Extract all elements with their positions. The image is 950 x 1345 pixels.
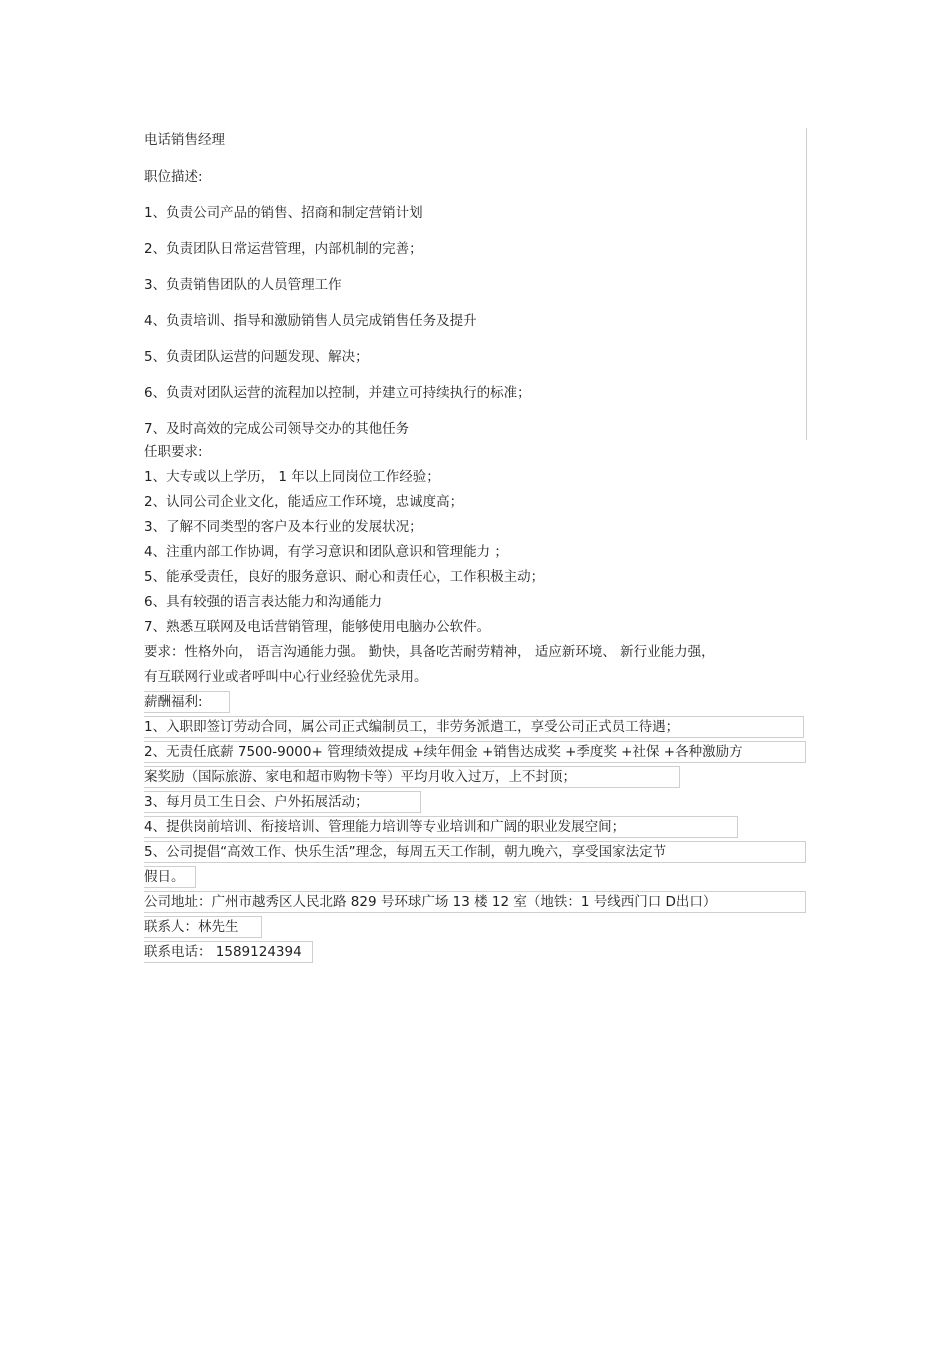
benefit-item: 3、每月员工生日会、户外拓展活动； bbox=[144, 791, 421, 813]
requirement-item: 4、注重内部工作协调，有学习意识和团队意识和管理能力 ； bbox=[144, 544, 508, 560]
requirement-extra: 有互联网行业或者呼叫中心行业经验优先录用。 bbox=[144, 669, 428, 685]
requirement-item: 2、认同公司企业文化，能适应工作环境，忠诚度高； bbox=[144, 494, 464, 510]
contact-phone: 联系电话： 1589124394 bbox=[144, 941, 313, 963]
description-item: 2、负责团队日常运营管理，内部机制的完善； bbox=[144, 241, 423, 257]
benefits-heading: 薪酬福利: bbox=[144, 691, 230, 713]
requirements-heading: 任职要求: bbox=[144, 444, 203, 460]
description-item: 3、负责销售团队的人员管理工作 bbox=[144, 277, 342, 293]
requirement-item: 3、了解不同类型的客户及本行业的发展状况； bbox=[144, 519, 423, 535]
contact-person: 联系人：林先生 bbox=[144, 916, 262, 938]
benefit-item: 案奖励（国际旅游、家电和超市购物卡等）平均月收入过万，上不封顶； bbox=[144, 766, 680, 788]
benefit-item: 假日。 bbox=[144, 866, 196, 888]
requirement-extra: 要求：性格外向， 语言沟通能力强。 勤快，具备吃苦耐劳精神， 适应新环境、 新行业能力强， bbox=[144, 644, 715, 660]
requirement-item: 7、熟悉互联网及电话营销管理，能够使用电脑办公软件。 bbox=[144, 619, 491, 635]
requirement-item: 1、大专或以上学历， 1 年以上同岗位工作经验； bbox=[144, 469, 440, 485]
description-heading: 职位描述: bbox=[144, 169, 203, 185]
job-title: 电话销售经理 bbox=[144, 132, 225, 148]
description-item: 4、负责培训、指导和激励销售人员完成销售任务及提升 bbox=[144, 313, 477, 329]
benefit-item: 2、无责任底薪 7500-9000+ 管理绩效提成 +续年佣金 +销售达成奖 +季度奖 +社保 +各种激励方 bbox=[144, 741, 806, 763]
requirement-item: 5、能承受责任，良好的服务意识、耐心和责任心，工作积极主动； bbox=[144, 569, 545, 585]
company-address: 公司地址：广州市越秀区人民北路 829 号环球广场 13 楼 12 室（地铁：1 号线西门口 D出口） bbox=[144, 891, 806, 913]
description-item: 7、及时高效的完成公司领导交办的其他任务 bbox=[144, 421, 410, 437]
description-item: 5、负责团队运营的问题发现、解决； bbox=[144, 349, 369, 365]
benefit-item: 1、入职即签订劳动合同，属公司正式编制员工，非劳务派遣工，享受公司正式员工待遇； bbox=[144, 716, 804, 738]
vertical-rule bbox=[806, 128, 807, 440]
requirement-item: 6、具有较强的语言表达能力和沟通能力 bbox=[144, 594, 383, 610]
benefit-item: 5、公司提倡“高效工作、快乐生活”理念，每周五天工作制，朝九晚六，享受国家法定节 bbox=[144, 841, 806, 863]
description-item: 6、负责对团队运营的流程加以控制，并建立可持续执行的标准； bbox=[144, 385, 531, 401]
description-item: 1、负责公司产品的销售、招商和制定营销计划 bbox=[144, 205, 423, 221]
benefit-item: 4、提供岗前培训、衔接培训、管理能力培训等专业培训和广阔的职业发展空间； bbox=[144, 816, 738, 838]
